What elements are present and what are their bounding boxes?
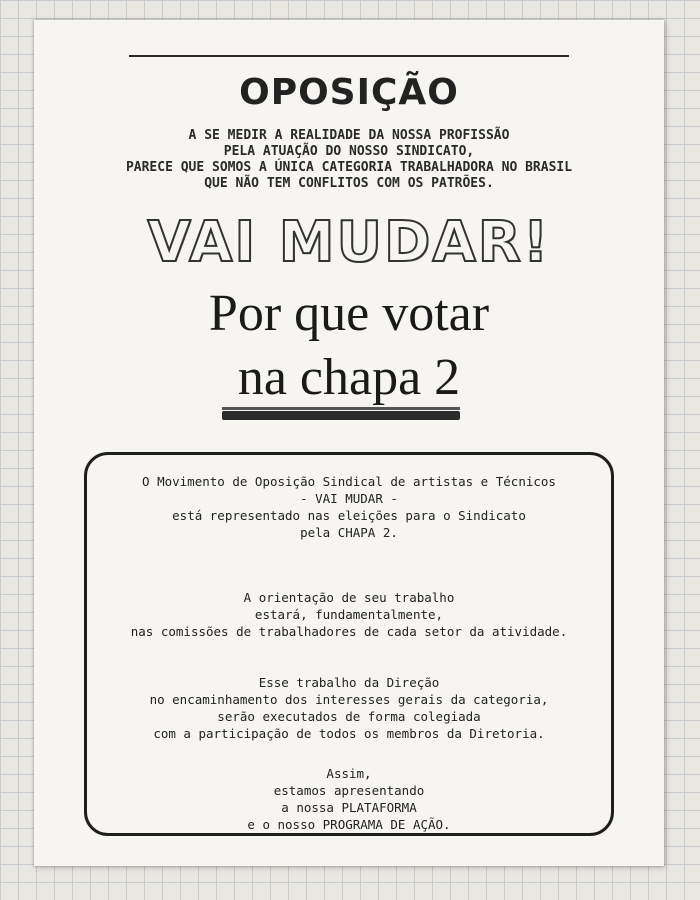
intro-text bbox=[34, 128, 664, 192]
text-line: estamos apresentando bbox=[273, 783, 425, 798]
paragraph-movement bbox=[87, 473, 611, 541]
text-line: e o nosso PROGRAMA DE AÇÃO. bbox=[247, 817, 451, 832]
text-line: Esse trabalho da Direção bbox=[258, 675, 440, 690]
top-rule bbox=[129, 55, 569, 57]
text-line: O Movimento de Oposição Sindical de artistas e Técnicos bbox=[142, 474, 556, 489]
text-line: - VAI MUDAR - bbox=[300, 491, 398, 506]
paragraph-orientation bbox=[87, 589, 611, 640]
paragraph-direction bbox=[87, 674, 611, 742]
page-title: OPOSIÇÃO bbox=[239, 72, 459, 113]
text-line: serão executados de forma colegiada bbox=[217, 709, 481, 724]
intro-line: PELA ATUAÇÃO DO NOSSO SINDICATO, bbox=[223, 144, 475, 159]
headline bbox=[34, 282, 664, 410]
flyer-page bbox=[34, 20, 664, 866]
intro-line: QUE NÃO TEM CONFLITOS COM OS PATRÕES. bbox=[204, 176, 494, 191]
slogan-stamp: VAI MUDAR! bbox=[147, 210, 551, 275]
intro-line: PARECE QUE SOMOS A ÚNICA CATEGORIA TRABALHADORA NO BRASIL bbox=[125, 160, 573, 175]
headline-line-1: Por que votar bbox=[208, 285, 490, 342]
headline-underline bbox=[222, 411, 460, 420]
text-line: a nossa PLATAFORMA bbox=[281, 800, 417, 815]
text-line: no encaminhamento dos interesses gerais da categoria, bbox=[149, 692, 549, 707]
text-line: nas comissões de trabalhadores de cada setor da atividade. bbox=[130, 624, 568, 639]
text-line: estará, fundamentalmente, bbox=[254, 607, 444, 622]
intro-line: A SE MEDIR A REALIDADE DA NOSSA PROFISSÃO bbox=[188, 128, 510, 143]
message-box bbox=[84, 452, 614, 836]
text-line: está representado nas eleições para o Sindicato bbox=[172, 508, 526, 523]
text-line: A orientação de seu trabalho bbox=[243, 590, 455, 605]
text-line: com a participação de todos os membros da Diretoria. bbox=[153, 726, 545, 741]
text-line: Assim, bbox=[326, 766, 372, 781]
text-line: pela CHAPA 2. bbox=[300, 525, 398, 540]
paragraph-closing bbox=[87, 765, 611, 833]
headline-line-2: na chapa 2 bbox=[237, 349, 461, 406]
